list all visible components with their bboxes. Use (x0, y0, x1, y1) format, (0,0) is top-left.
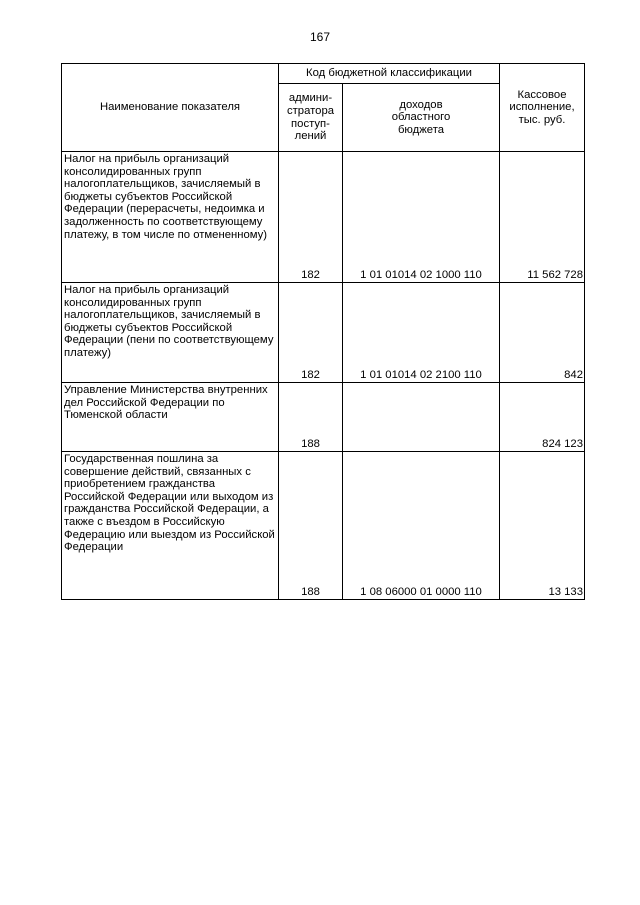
page-number: 167 (309, 30, 331, 44)
header-cash-execution: Кассовое исполнение, тыс. руб. (500, 64, 585, 152)
row-name-text: Налог на прибыль организаций консолидированных групп налогоплательщиков, зачисляемый в бюджеты субъектов Российской Федерации (пени по соответствующему платежу) (64, 284, 274, 359)
row-admin-code: 188 (279, 383, 343, 452)
row-admin-code: 182 (279, 283, 343, 383)
table-row (62, 152, 585, 283)
row-admin-code: 188 (279, 452, 343, 600)
row-income-code (343, 383, 500, 452)
table-row (62, 383, 585, 452)
header-income-code: доходов областного бюджета (343, 84, 500, 152)
row-income-code: 1 08 06000 01 0000 110 (343, 452, 500, 600)
budget-income-table (61, 63, 585, 600)
row-income-code: 1 01 01014 02 1000 110 (343, 152, 500, 283)
row-amount: 11 562 728 (500, 152, 585, 283)
row-amount: 824 123 (500, 383, 585, 452)
header-classification-code: Код бюджетной классификации (279, 64, 500, 84)
table-row (62, 452, 585, 600)
row-amount: 13 133 (500, 452, 585, 600)
row-amount: 842 (500, 283, 585, 383)
table-row (62, 283, 585, 383)
row-income-code: 1 01 01014 02 2100 110 (343, 283, 500, 383)
row-admin-code: 182 (279, 152, 343, 283)
row-name: Налог на прибыль организаций консолидированных групп налогоплательщиков, зачисляемый в бюджеты субъектов Российской Федерации (перерасчеты, недоимка и задолженность по соответствующему платежу, в том числе по отмененному) (62, 152, 279, 283)
header-administrator: админи- стратора поступ- лений (279, 84, 343, 152)
header-name: Наименование показателя (62, 64, 279, 152)
row-name: Управление Министерства внутренних дел Российской Федерации по Тюменской области (62, 383, 279, 452)
row-name (62, 283, 279, 383)
row-name: Государственная пошлина за совершение действий, связанных с приобретением гражданства Российской Федерации или выходом из гражданства Российской Федерации, а также с въездом в Российскую Федерацию или выездом из Российской Федерации (62, 452, 279, 600)
